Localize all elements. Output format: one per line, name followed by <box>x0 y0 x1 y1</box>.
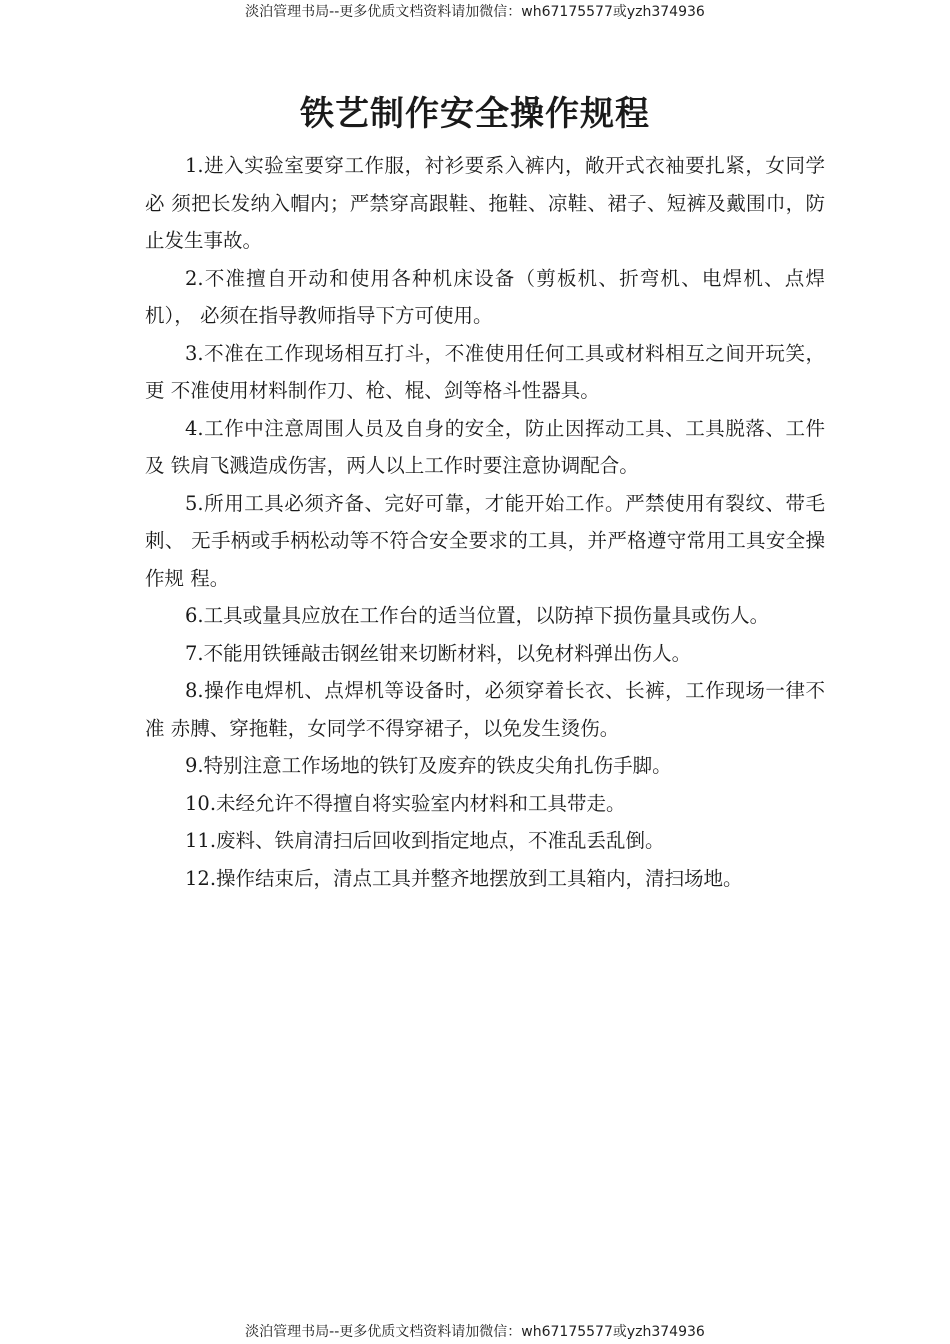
rule-item-6: 6.工具或量具应放在工作台的适当位置，以防掉下损伤量具或伤人。 <box>185 604 770 627</box>
rule-item-12: 12.操作结束后，清点工具并整齐地摆放到工具箱内，清扫场地。 <box>185 866 743 890</box>
rule-item-9: 9.特别注意工作场地的铁钉及废弃的铁皮尖角扎伤手脚。 <box>185 754 672 777</box>
running-footer: 淡泊管理书局--更多优质文档资料请加微信：wh67175577或yzh374936 <box>245 1324 705 1340</box>
rule-item-11: 11.废料、铁肩清扫后回收到指定地点，不准乱丢乱倒。 <box>185 829 665 852</box>
rule-item-8: 8.操作电焊机、点焊机等设备时，必须穿着长衣、长裤，工作现场一律不准 赤膊、穿拖鞋，女同学不得穿裙子，以免发生烫伤。 <box>145 679 825 740</box>
rule-item-3: 3.不准在工作现场相互打斗，不准使用任何工具或材料相互之间开玩笑，更 不准使用材料制作刀、枪、棍、剑等格斗性器具。 <box>145 341 825 402</box>
running-header: 淡泊管理书局--更多优质文档资料请加微信：wh67175577或yzh374936 <box>245 4 705 20</box>
rule-item-2: 2.不准擅自开动和使用各种机床设备（剪板机、折弯机、电焊机、点焊机）， 必须在指导教师指导下方可使用。 <box>145 266 825 327</box>
rule-item-10: 10.未经允许不得擅自将实验室内材料和工具带走。 <box>185 791 626 815</box>
rule-item-1: 1.进入实验室要穿工作服，衬衫要系入裤内，敞开式衣袖要扎紧，女同学必 须把长发纳入帽内；严禁穿高跟鞋、拖鞋、凉鞋、裙子、短裤及戴围巾，防止发生事故。 <box>145 154 825 252</box>
rule-item-5: 5.所用工具必须齐备、完好可靠，才能开始工作。严禁使用有裂纹、带毛刺、 无手柄或手柄松动等不符合安全要求的工具，并严格遵守常用工具安全操作规 程。 <box>145 491 825 590</box>
rule-item-4: 4.工作中注意周围人员及自身的安全，防止因挥动工具、工具脱落、工件及 铁肩飞溅造成伤害，两人以上工作时要注意协调配合。 <box>145 416 825 477</box>
document-title: 铁艺制作安全操作规程 <box>300 94 650 134</box>
rule-item-7: 7.不能用铁锤敲击钢丝钳来切断材料，以免材料弹出伤人。 <box>185 641 692 665</box>
safety-rules-list <box>145 147 825 897</box>
